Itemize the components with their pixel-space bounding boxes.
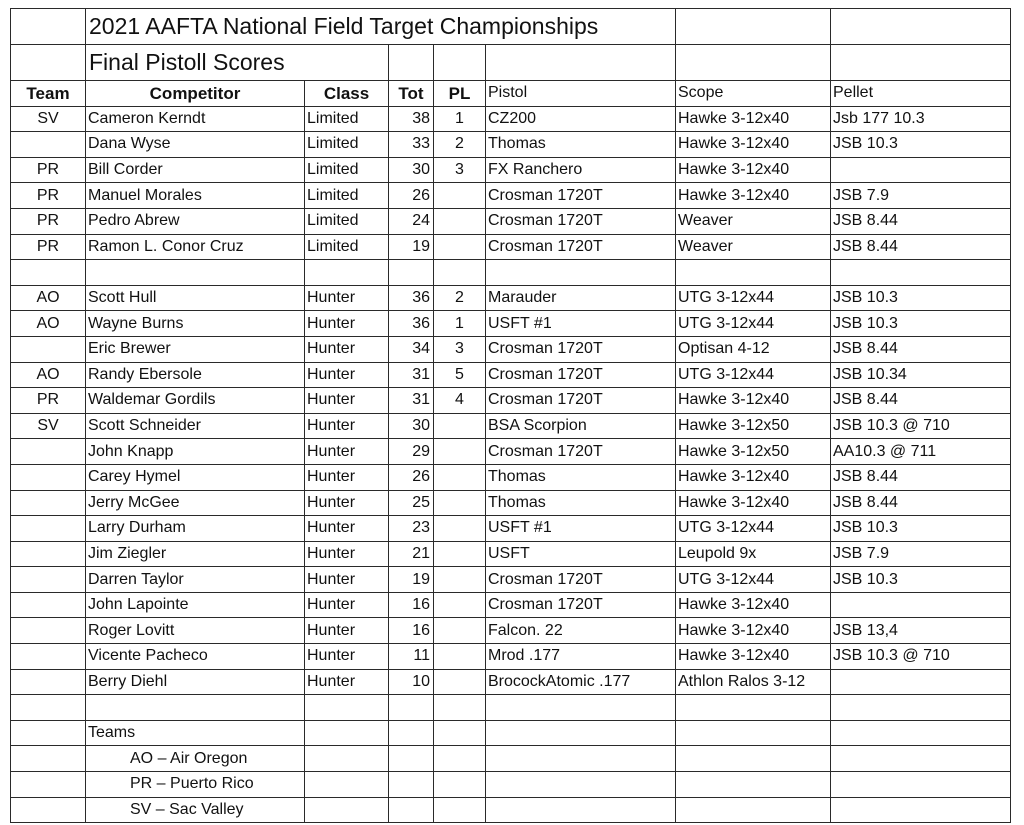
cell-team	[11, 567, 86, 593]
cell-team: SV	[11, 106, 86, 132]
empty-cell	[831, 695, 1011, 721]
cell-tot: 19	[389, 234, 434, 260]
cell-pistol: Crosman 1720T	[486, 567, 676, 593]
table-row	[11, 644, 1011, 670]
empty-cell	[486, 45, 676, 81]
cell-scope: Hawke 3-12x40	[676, 388, 831, 414]
cell-class: Hunter	[305, 592, 389, 618]
cell-competitor: Jerry McGee	[86, 490, 305, 516]
table-row	[11, 183, 1011, 209]
cell-competitor: Ramon L. Conor Cruz	[86, 234, 305, 260]
table-row	[11, 516, 1011, 542]
header-tot: Tot	[389, 81, 434, 107]
cell-class: Limited	[305, 132, 389, 158]
cell-pl: 5	[434, 362, 486, 388]
cell-class: Hunter	[305, 311, 389, 337]
empty-cell	[486, 720, 676, 746]
cell-team: PR	[11, 208, 86, 234]
cell-tot: 31	[389, 388, 434, 414]
cell-pl: 1	[434, 106, 486, 132]
empty-cell	[676, 797, 831, 823]
blank-row	[11, 720, 1011, 746]
cell-scope: UTG 3-12x44	[676, 362, 831, 388]
header-team: Team	[11, 81, 86, 107]
cell-class: Hunter	[305, 669, 389, 695]
cell-team	[11, 490, 86, 516]
cell-pellet: JSB 8.44	[831, 464, 1011, 490]
cell-team: AO	[11, 362, 86, 388]
table-row	[11, 285, 1011, 311]
cell-pistol: Crosman 1720T	[486, 592, 676, 618]
table-row	[11, 413, 1011, 439]
table-row	[11, 490, 1011, 516]
cell-pistol: BrocockAtomic .177	[486, 669, 676, 695]
cell-scope: UTG 3-12x44	[676, 285, 831, 311]
empty-cell	[676, 746, 831, 772]
cell-competitor: Berry Diehl	[86, 669, 305, 695]
cell-team	[11, 541, 86, 567]
header-class: Class	[305, 81, 389, 107]
empty-cell	[389, 797, 434, 823]
table-row	[11, 132, 1011, 158]
cell-scope: Weaver	[676, 208, 831, 234]
table-row	[11, 311, 1011, 337]
table-row	[11, 388, 1011, 414]
cell-tot: 33	[389, 132, 434, 158]
cell-competitor: Waldemar Gordils	[86, 388, 305, 414]
cell-competitor: Cameron Kerndt	[86, 106, 305, 132]
empty-cell	[305, 260, 389, 286]
empty-cell	[434, 746, 486, 772]
page-subtitle: Final Pistoll Scores	[86, 45, 389, 81]
cell-competitor: John Lapointe	[86, 592, 305, 618]
cell-pellet: Jsb 177 10.3	[831, 106, 1011, 132]
page-title: 2021 AAFTA National Field Target Championships	[86, 9, 676, 45]
cell-tot: 21	[389, 541, 434, 567]
cell-team	[11, 464, 86, 490]
cell-pellet: JSB 10.34	[831, 362, 1011, 388]
cell-pl: 2	[434, 285, 486, 311]
cell-tot: 16	[389, 618, 434, 644]
cell-team	[11, 669, 86, 695]
cell-class: Limited	[305, 157, 389, 183]
score-table	[10, 8, 1011, 823]
empty-cell	[831, 45, 1011, 81]
cell-competitor: Larry Durham	[86, 516, 305, 542]
cell-scope: UTG 3-12x44	[676, 311, 831, 337]
empty-cell	[676, 720, 831, 746]
empty-cell	[389, 720, 434, 746]
cell-team: AO	[11, 311, 86, 337]
cell-class: Hunter	[305, 541, 389, 567]
empty-cell	[11, 746, 86, 772]
cell-scope: Hawke 3-12x40	[676, 490, 831, 516]
header-competitor: Competitor	[86, 81, 305, 107]
cell-class: Hunter	[305, 336, 389, 362]
cell-scope: Hawke 3-12x40	[676, 618, 831, 644]
cell-pellet: JSB 10.3	[831, 311, 1011, 337]
cell-pellet: JSB 8.44	[831, 336, 1011, 362]
cell-competitor: Randy Ebersole	[86, 362, 305, 388]
cell-class: Limited	[305, 208, 389, 234]
empty-cell	[434, 260, 486, 286]
header-scope: Scope	[676, 81, 831, 107]
empty-cell	[486, 260, 676, 286]
empty-cell	[676, 260, 831, 286]
empty-cell	[676, 45, 831, 81]
cell-pistol: FX Ranchero	[486, 157, 676, 183]
table-row	[11, 592, 1011, 618]
team-legend-item: PR – Puerto Rico	[86, 772, 305, 798]
empty-cell	[389, 746, 434, 772]
cell-pl	[434, 516, 486, 542]
cell-pellet: JSB 8.44	[831, 208, 1011, 234]
cell-pellet: AA10.3 @ 711	[831, 439, 1011, 465]
empty-cell	[434, 45, 486, 81]
cell-pellet: JSB 10.3	[831, 567, 1011, 593]
empty-cell	[676, 772, 831, 798]
cell-team: PR	[11, 388, 86, 414]
empty-cell	[434, 695, 486, 721]
header-pl: PL	[434, 81, 486, 107]
cell-pellet: JSB 8.44	[831, 234, 1011, 260]
table-row	[11, 464, 1011, 490]
cell-tot: 23	[389, 516, 434, 542]
empty-cell	[434, 797, 486, 823]
cell-pl	[434, 567, 486, 593]
empty-cell	[305, 746, 389, 772]
table-row	[11, 208, 1011, 234]
table-row	[11, 567, 1011, 593]
empty-cell	[305, 695, 389, 721]
cell-pl	[434, 183, 486, 209]
cell-class: Limited	[305, 234, 389, 260]
cell-pl: 2	[434, 132, 486, 158]
cell-scope: Hawke 3-12x50	[676, 439, 831, 465]
cell-pellet: JSB 7.9	[831, 541, 1011, 567]
cell-class: Limited	[305, 183, 389, 209]
empty-cell	[305, 720, 389, 746]
cell-tot: 16	[389, 592, 434, 618]
cell-tot: 34	[389, 336, 434, 362]
cell-class: Hunter	[305, 413, 389, 439]
cell-tot: 30	[389, 413, 434, 439]
cell-pistol: Crosman 1720T	[486, 336, 676, 362]
cell-scope: Hawke 3-12x40	[676, 106, 831, 132]
cell-team	[11, 592, 86, 618]
blank-row	[11, 746, 1011, 772]
cell-pistol: Crosman 1720T	[486, 183, 676, 209]
cell-class: Hunter	[305, 362, 389, 388]
cell-pistol: Marauder	[486, 285, 676, 311]
table-row	[11, 106, 1011, 132]
table-row	[11, 336, 1011, 362]
cell-tot: 31	[389, 362, 434, 388]
cell-pistol: BSA Scorpion	[486, 413, 676, 439]
cell-scope: Athlon Ralos 3-12	[676, 669, 831, 695]
cell-pellet: JSB 10.3	[831, 516, 1011, 542]
cell-pl	[434, 669, 486, 695]
subtitle-row	[11, 45, 1011, 81]
cell-pistol: Thomas	[486, 464, 676, 490]
table-row	[11, 669, 1011, 695]
empty-cell	[676, 695, 831, 721]
cell-tot: 36	[389, 285, 434, 311]
table-row	[11, 541, 1011, 567]
cell-tot: 26	[389, 183, 434, 209]
cell-class: Hunter	[305, 618, 389, 644]
team-legend-item: SV – Sac Valley	[86, 797, 305, 823]
cell-pistol: USFT #1	[486, 516, 676, 542]
teams-label: Teams	[86, 720, 305, 746]
cell-competitor: Wayne Burns	[86, 311, 305, 337]
cell-tot: 36	[389, 311, 434, 337]
cell-pistol: Thomas	[486, 490, 676, 516]
empty-cell	[11, 9, 86, 45]
empty-cell	[305, 772, 389, 798]
cell-pellet: JSB 13,4	[831, 618, 1011, 644]
score-table-body	[11, 9, 1011, 823]
empty-cell	[11, 720, 86, 746]
cell-pl	[434, 439, 486, 465]
table-row	[11, 362, 1011, 388]
empty-cell	[11, 260, 86, 286]
cell-pellet: JSB 10.3	[831, 285, 1011, 311]
cell-pistol: USFT	[486, 541, 676, 567]
cell-tot: 25	[389, 490, 434, 516]
cell-scope: Hawke 3-12x50	[676, 413, 831, 439]
cell-pl: 3	[434, 336, 486, 362]
cell-pl	[434, 208, 486, 234]
cell-pistol: USFT #1	[486, 311, 676, 337]
cell-pistol: Crosman 1720T	[486, 388, 676, 414]
cell-class: Limited	[305, 106, 389, 132]
cell-pl: 4	[434, 388, 486, 414]
table-row	[11, 157, 1011, 183]
cell-team: PR	[11, 183, 86, 209]
cell-scope: UTG 3-12x44	[676, 516, 831, 542]
table-row	[11, 618, 1011, 644]
empty-cell	[831, 9, 1011, 45]
cell-competitor: Vicente Pacheco	[86, 644, 305, 670]
cell-class: Hunter	[305, 516, 389, 542]
cell-competitor: Darren Taylor	[86, 567, 305, 593]
empty-cell	[831, 260, 1011, 286]
cell-competitor: Bill Corder	[86, 157, 305, 183]
cell-scope: Optisan 4-12	[676, 336, 831, 362]
cell-scope: Hawke 3-12x40	[676, 183, 831, 209]
empty-cell	[86, 695, 305, 721]
empty-cell	[86, 260, 305, 286]
cell-class: Hunter	[305, 567, 389, 593]
cell-tot: 38	[389, 106, 434, 132]
empty-cell	[486, 746, 676, 772]
blank-row	[11, 260, 1011, 286]
cell-pistol: Thomas	[486, 132, 676, 158]
cell-pellet	[831, 592, 1011, 618]
cell-competitor: Dana Wyse	[86, 132, 305, 158]
cell-competitor: Manuel Morales	[86, 183, 305, 209]
team-legend-item: AO – Air Oregon	[86, 746, 305, 772]
cell-class: Hunter	[305, 464, 389, 490]
cell-pl	[434, 490, 486, 516]
table-row	[11, 439, 1011, 465]
cell-pistol: Crosman 1720T	[486, 234, 676, 260]
empty-cell	[831, 797, 1011, 823]
empty-cell	[389, 772, 434, 798]
cell-competitor: Carey Hymel	[86, 464, 305, 490]
cell-team	[11, 132, 86, 158]
cell-competitor: Eric Brewer	[86, 336, 305, 362]
cell-pl	[434, 592, 486, 618]
cell-pellet	[831, 157, 1011, 183]
cell-scope: Hawke 3-12x40	[676, 157, 831, 183]
cell-pistol: Crosman 1720T	[486, 439, 676, 465]
cell-pellet: JSB 10.3	[831, 132, 1011, 158]
header-pellet: Pellet	[831, 81, 1011, 107]
cell-pellet: JSB 8.44	[831, 490, 1011, 516]
cell-tot: 19	[389, 567, 434, 593]
cell-pl	[434, 234, 486, 260]
table-row	[11, 234, 1011, 260]
empty-cell	[831, 772, 1011, 798]
cell-scope: Hawke 3-12x40	[676, 592, 831, 618]
cell-tot: 30	[389, 157, 434, 183]
empty-cell	[11, 772, 86, 798]
cell-class: Hunter	[305, 285, 389, 311]
cell-team	[11, 336, 86, 362]
empty-cell	[831, 720, 1011, 746]
cell-pl: 1	[434, 311, 486, 337]
cell-pl	[434, 541, 486, 567]
cell-tot: 24	[389, 208, 434, 234]
empty-cell	[305, 797, 389, 823]
cell-competitor: Scott Hull	[86, 285, 305, 311]
cell-pistol: CZ200	[486, 106, 676, 132]
cell-pellet	[831, 669, 1011, 695]
cell-team: PR	[11, 234, 86, 260]
empty-cell	[389, 260, 434, 286]
empty-cell	[389, 695, 434, 721]
cell-class: Hunter	[305, 388, 389, 414]
cell-pl	[434, 464, 486, 490]
cell-competitor: Roger Lovitt	[86, 618, 305, 644]
cell-team	[11, 618, 86, 644]
cell-pl	[434, 618, 486, 644]
cell-team: SV	[11, 413, 86, 439]
cell-competitor: John Knapp	[86, 439, 305, 465]
blank-row	[11, 797, 1011, 823]
cell-competitor: Pedro Abrew	[86, 208, 305, 234]
cell-competitor: Jim Ziegler	[86, 541, 305, 567]
cell-pellet: JSB 10.3 @ 710	[831, 644, 1011, 670]
blank-row	[11, 695, 1011, 721]
cell-scope: Hawke 3-12x40	[676, 132, 831, 158]
cell-tot: 10	[389, 669, 434, 695]
empty-cell	[676, 9, 831, 45]
cell-class: Hunter	[305, 644, 389, 670]
cell-scope: Hawke 3-12x40	[676, 464, 831, 490]
cell-scope: Leupold 9x	[676, 541, 831, 567]
blank-row	[11, 772, 1011, 798]
empty-cell	[486, 695, 676, 721]
cell-tot: 29	[389, 439, 434, 465]
empty-cell	[11, 45, 86, 81]
cell-pl	[434, 413, 486, 439]
cell-team	[11, 516, 86, 542]
cell-pistol: Falcon. 22	[486, 618, 676, 644]
empty-cell	[389, 45, 434, 81]
header-row	[11, 81, 1011, 107]
cell-pl: 3	[434, 157, 486, 183]
header-pistol: Pistol	[486, 81, 676, 107]
cell-pellet: JSB 8.44	[831, 388, 1011, 414]
cell-tot: 11	[389, 644, 434, 670]
cell-class: Hunter	[305, 490, 389, 516]
cell-team: AO	[11, 285, 86, 311]
empty-cell	[11, 695, 86, 721]
empty-cell	[11, 797, 86, 823]
cell-pistol: Crosman 1720T	[486, 362, 676, 388]
empty-cell	[486, 797, 676, 823]
cell-tot: 26	[389, 464, 434, 490]
cell-team	[11, 644, 86, 670]
empty-cell	[486, 772, 676, 798]
cell-pistol: Mrod .177	[486, 644, 676, 670]
cell-pellet: JSB 7.9	[831, 183, 1011, 209]
empty-cell	[434, 772, 486, 798]
cell-pellet: JSB 10.3 @ 710	[831, 413, 1011, 439]
cell-team	[11, 439, 86, 465]
cell-pl	[434, 644, 486, 670]
cell-competitor: Scott Schneider	[86, 413, 305, 439]
cell-scope: UTG 3-12x44	[676, 567, 831, 593]
cell-pistol: Crosman 1720T	[486, 208, 676, 234]
cell-team: PR	[11, 157, 86, 183]
cell-scope: Hawke 3-12x40	[676, 644, 831, 670]
empty-cell	[831, 746, 1011, 772]
empty-cell	[434, 720, 486, 746]
title-row	[11, 9, 1011, 45]
cell-class: Hunter	[305, 439, 389, 465]
cell-scope: Weaver	[676, 234, 831, 260]
